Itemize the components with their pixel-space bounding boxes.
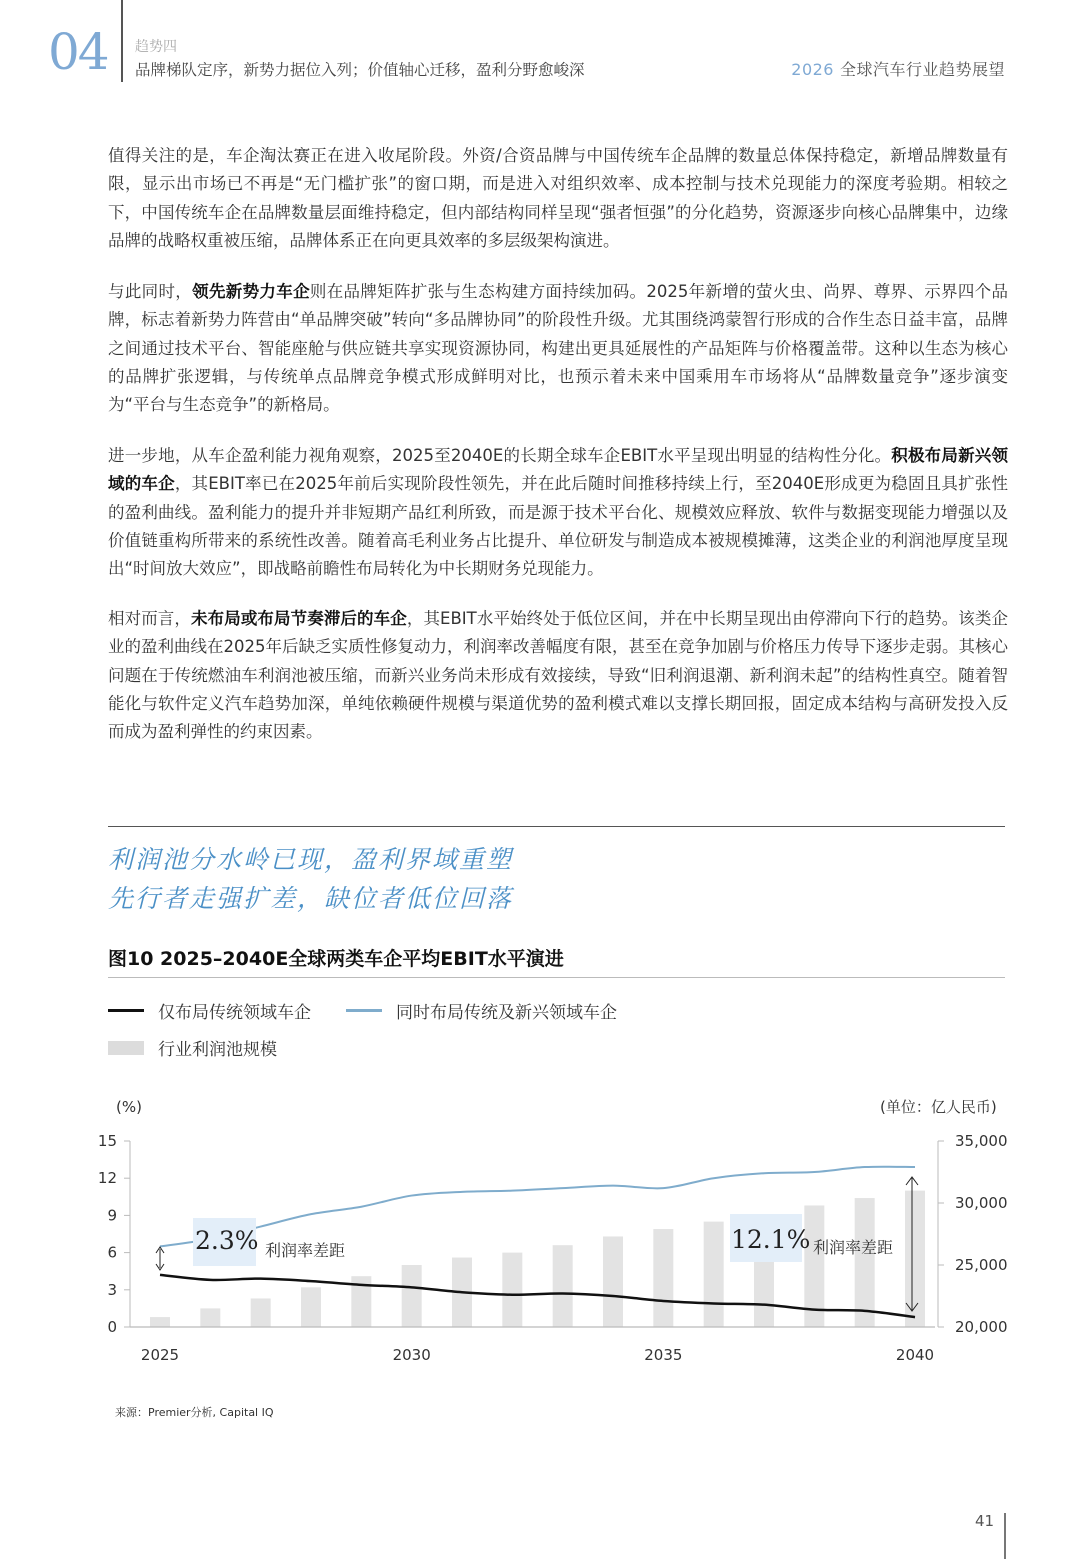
- profit-pool-bar: [653, 1229, 673, 1327]
- left-axis-tick: 15: [97, 1132, 117, 1150]
- report-title-text: 全球汽车行业趋势展望: [839, 60, 1005, 79]
- body-text: 值得关注的是，车企淘汰赛正在进入收尾阶段。外资/合资品牌与中国传统车企品牌的数量总体保持稳定，新增品牌数量有限，显示出市场已不再是“无门槛扩张”的窗口期，而是进入对组织效率、成本控制与技术兑现能力的深度考验期。相较之下，中国传统车企在品牌数量层面维持稳定，但内部结构同样呈现“强者恒强”的分化趋势，资源逐步向核心品牌集中，边缘品牌的战略权重被压缩，品牌体系正在向更具效率的多层级架构演进。: [108, 146, 1008, 250]
- emphasis-text: 领先新势力车企: [192, 282, 310, 301]
- legend-label: 同时布局传统及新兴领域车企: [396, 1003, 617, 1023]
- emphasis-text: 未布局或布局节奏滞后的车企: [191, 609, 407, 628]
- body-text: 与此同时，: [108, 282, 193, 301]
- left-axis-tick: 12: [97, 1169, 117, 1188]
- body-text: 则在品牌矩阵扩张与生态构建方面持续加码。2025年新增的萤火虫、尚界、尊界、示界四个品牌，标志着新势力阵营由“单品牌突破”转向“多品牌协同”的阶段性升级。尤其围绕鸿蒙智行形成的合作生态日益丰富，品牌之间通过技术平台、智能座舱与供应链共享实现资源协同，构建出更具延展性的产品矩阵与价格覆盖带。这种以生态为核心的品牌扩张逻辑，与传统单点品牌竞争模式形成鲜明对比，也预示着未来中国乘用车市场将从“品牌数量竞争”逐步演变为“平台与生态竞争”的新格局。: [108, 282, 1008, 415]
- legend-label: 仅布局传统领域车企: [158, 1003, 311, 1023]
- left-axis-tick: 0: [107, 1318, 117, 1336]
- x-axis-tick: 2035: [644, 1346, 683, 1364]
- profit-pool-bar: [200, 1308, 220, 1327]
- body-text: 相对而言，: [108, 609, 192, 628]
- right-axis-tick: 25,000: [955, 1256, 1008, 1274]
- line-traditional-only: [160, 1275, 915, 1317]
- profit-pool-bar: [251, 1298, 271, 1327]
- profit-pool-bar: [150, 1317, 170, 1327]
- body-text: ，其EBIT率已在2025年前后实现阶段性领先，并在此后随时间推移持续上行，至2040E形成更为稳固且具扩张性的盈利曲线。盈利能力的提升并非短期产品红利所致，而是源于技术平台化、规模效应释放、软件与数据变现能力增强以及价值链重构所带来的系统性改善。随着高毛利业务占比提升、单位研发与制造成本被规模摊薄，这类企业的利润池厚度呈现出“时间放大效应”，即战略前瞻性布局转化为中长期财务兑现能力。: [108, 474, 1008, 579]
- profit-pool-bar: [402, 1265, 422, 1327]
- trend-label: 趋势四: [135, 39, 177, 55]
- x-axis-tick: 2040: [895, 1346, 935, 1364]
- page-number: 41: [975, 1512, 995, 1530]
- legend-label: 行业利润池规模: [158, 1040, 277, 1060]
- callout-line-1: 利润池分水岭已现，盈利界域重塑: [108, 845, 514, 874]
- profit-pool-bar: [301, 1287, 321, 1327]
- right-axis-tick: 30,000: [955, 1194, 1008, 1212]
- right-axis-tick: 20,000: [955, 1318, 1008, 1336]
- profit-pool-bar: [553, 1245, 573, 1327]
- gap-label-2025: 利润率差距: [265, 1241, 346, 1260]
- profit-pool-bar: [704, 1222, 724, 1327]
- gap-arrow-2025-icon: [156, 1247, 164, 1270]
- gap-label-2040: 利润率差距: [813, 1238, 894, 1257]
- profit-pool-bar: [603, 1236, 623, 1327]
- callout-line-2: 先行者走强扩差，缺位者低位回落: [108, 884, 514, 913]
- figure-title: 图10 2025–2040E全球两类车企平均EBIT水平演进: [108, 948, 564, 970]
- gap-value-2025: 2.3%: [195, 1226, 259, 1255]
- body-text: ，其EBIT水平始终处于低位区间，并在中长期呈现出由停滞向下行的趋势。该类企业的盈利曲线在2025年后缺乏实质性修复动力，利润率改善幅度有限，甚至在竞争加剧与价格压力传导下逐步走弱。其核心问题在于传统燃油车利润池被压缩，而新兴业务尚未形成有效接续，导致“旧利润退潮、新利润未起”的结构性真空。随着智能化与软件定义汽车趋势加深，单纯依赖硬件规模与渠道优势的盈利模式难以支撑长期回报，固定成本结构与高研发投入反而成为盈利弹性的约束因素。: [108, 609, 1008, 742]
- gap-value-2040: 12.1%: [731, 1225, 811, 1254]
- page-number-divider: [1004, 1513, 1006, 1559]
- profit-pool-bar: [855, 1198, 875, 1327]
- figure-source: 来源：Premier分析, Capital IQ: [115, 1406, 274, 1419]
- left-axis-tick: 9: [107, 1206, 117, 1225]
- report-year: 2026: [791, 60, 834, 79]
- chapter-number: 04: [48, 23, 108, 81]
- left-axis-unit: (%): [116, 1098, 142, 1116]
- emphasis-text: 积极布局新兴领域的车企: [108, 446, 1009, 494]
- right-axis-unit: (单位：亿人民币): [880, 1098, 997, 1116]
- x-axis-tick: 2030: [392, 1346, 431, 1364]
- left-axis-tick: 3: [107, 1280, 117, 1299]
- x-axis-tick: 2025: [140, 1346, 180, 1364]
- profit-pool-bar: [502, 1253, 522, 1327]
- trend-title: 品牌梯队定序，新势力据位入列；价值轴心迁移，盈利分野愈峻深: [135, 61, 585, 79]
- left-axis-tick: 6: [107, 1243, 117, 1262]
- body-text: 进一步地，从车企盈利能力视角观察，2025至2040E的长期全球车企EBIT水平呈现出明显的结构性分化。: [108, 446, 892, 465]
- right-axis-tick: 35,000: [955, 1132, 1008, 1150]
